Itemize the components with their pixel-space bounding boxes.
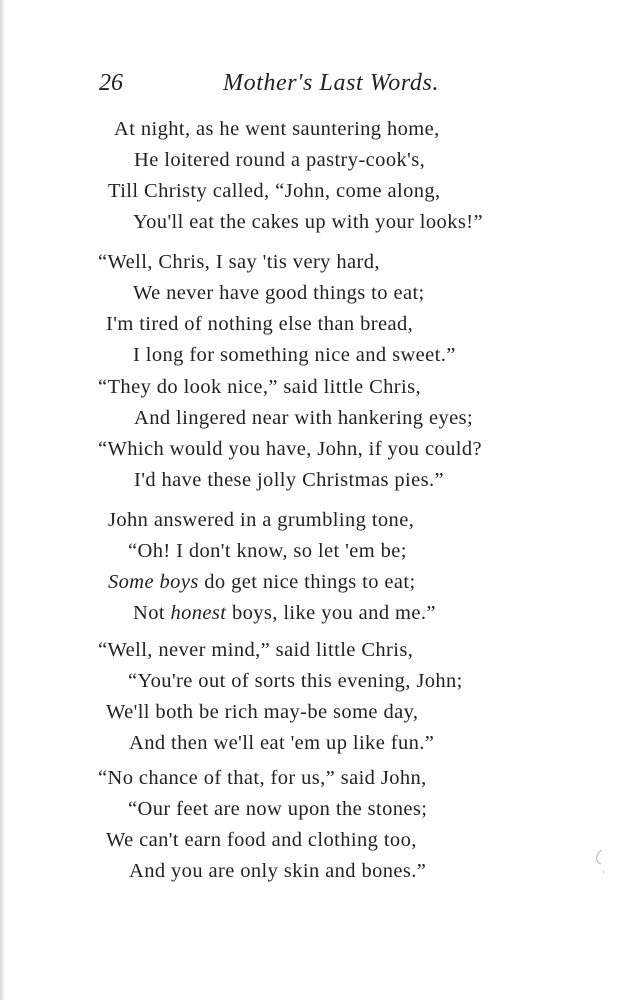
verse-line: “Oh! I don't know, so let 'em be; [128,540,407,562]
verse-line: I long for something nice and sweet.” [133,344,456,366]
verse-line: “They do look nice,” said little Chris, [98,376,422,398]
verse-line: He loitered round a pastry-cook's, [134,149,426,171]
emphasis-text: honest [170,602,227,624]
verse-line: Till Christy called, “John, come along, [108,180,441,202]
verse-line: At night, as he went sauntering home, [114,118,440,140]
verse-line: You'll eat the cakes up with your looks!” [133,211,483,233]
ink-mark-icon [592,848,606,876]
verse-line: I'm tired of nothing else than bread, [106,313,414,335]
verse-line: I'd have these jolly Christmas pies.” [134,469,444,491]
verse-line: And lingered near with hankering eyes; [134,407,474,429]
verse-line: And you are only skin and bones.” [129,860,427,882]
verse-text: boys, like you and me.” [226,602,436,624]
verse-line: John answered in a grumbling tone, [108,509,415,531]
running-title: Mother's Last Words. [223,70,440,96]
verse-line: We never have good things to eat; [133,282,425,304]
verse-line [108,571,416,594]
verse-line [133,602,436,625]
verse-line: “Our feet are now upon the stones; [128,798,428,820]
verse-text: Not [133,602,171,624]
emphasis-text: Some boys [108,571,199,593]
page-edge-shadow [0,0,5,1000]
verse-text: do get nice things to eat; [198,571,416,593]
verse-line: “You're out of sorts this evening, John; [128,670,463,692]
verse-line: “Well, Chris, I say 'tis very hard, [98,251,380,273]
page-header [99,70,499,104]
verse-line: “Well, never mind,” said little Chris, [98,639,414,661]
verse-line: “Which would you have, John, if you could? [98,438,483,460]
verse-line: “No chance of that, for us,” said John, [98,767,427,789]
verse-line: We can't earn food and clothing too, [106,829,417,851]
verse-line: And then we'll eat 'em up like fun.” [129,732,435,754]
page-number: 26 [99,70,123,96]
verse-line: We'll both be rich may-be some day, [106,701,419,723]
